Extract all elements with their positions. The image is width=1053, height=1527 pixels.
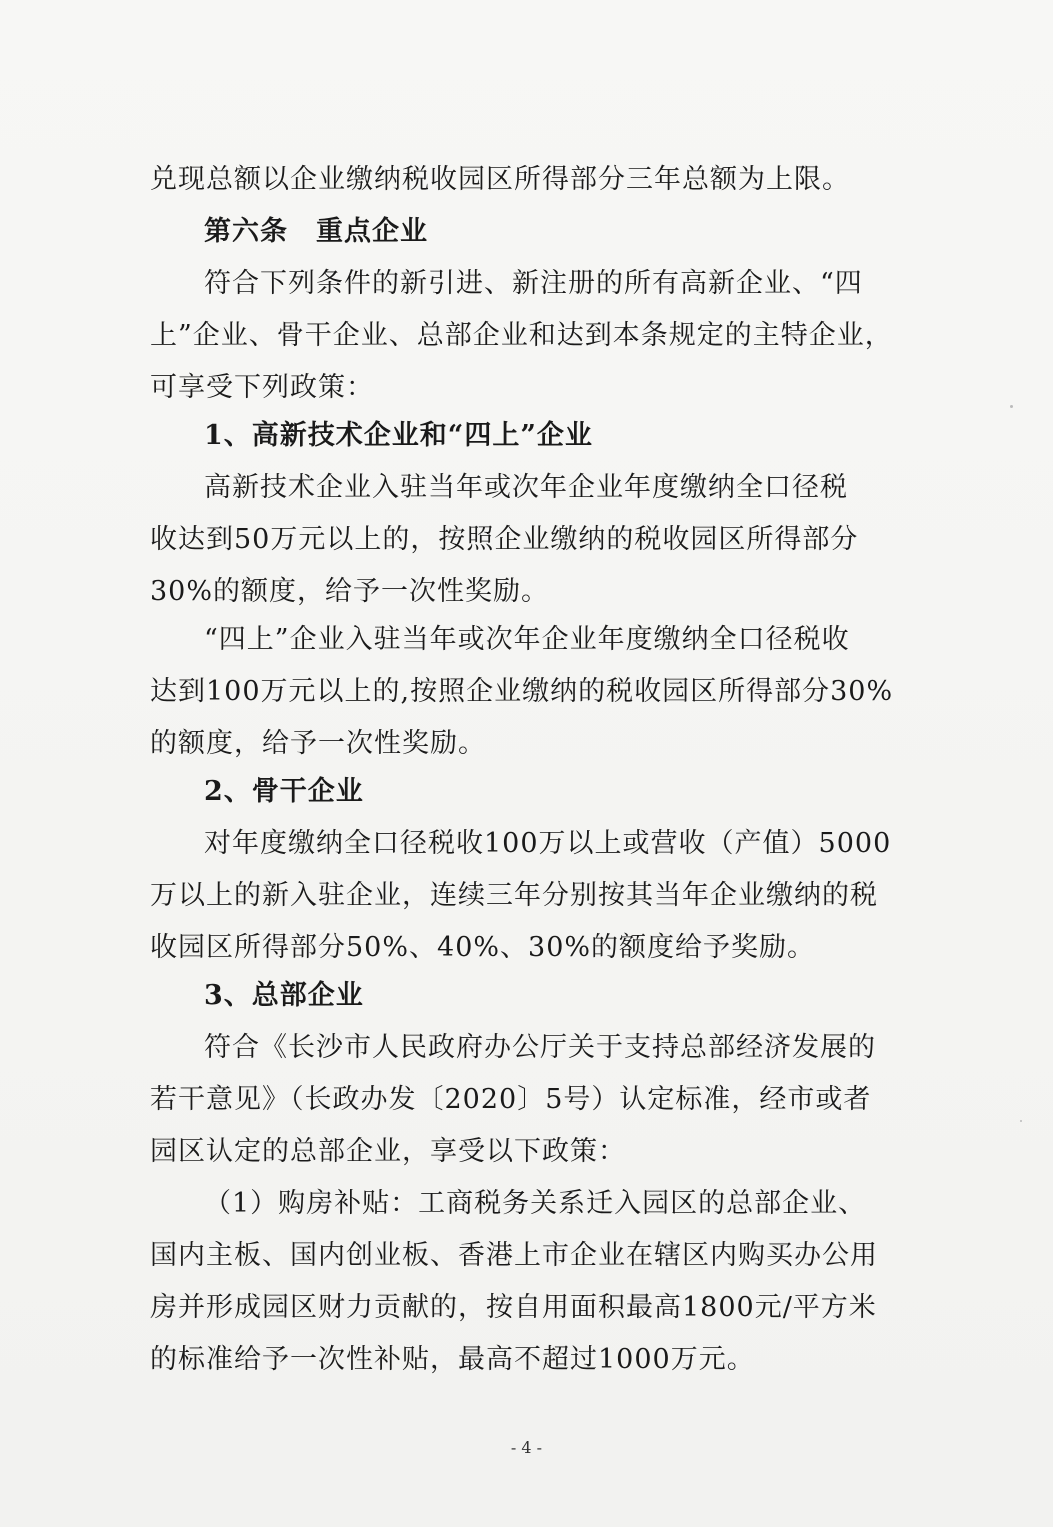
section-heading: 第六条 重点企业	[204, 216, 428, 247]
body-line: 达到100万元以上的,按照企业缴纳的税收园区所得部分30%	[150, 676, 894, 707]
body-line: 房并形成园区财力贡献的，按自用面积最高1800元/平方米	[150, 1292, 877, 1323]
body-line: 若干意见》（长政办发〔2020〕5号）认定标准，经市或者	[150, 1084, 872, 1115]
subsection-heading: 1、高新技术企业和“四上”企业	[204, 420, 593, 451]
body-line: “四上”企业入驻当年或次年企业年度缴纳全口径税收	[204, 624, 850, 655]
body-line: 可享受下列政策：	[150, 372, 374, 403]
page-number: - 4 -	[510, 1438, 543, 1457]
body-line: 收园区所得部分50%、40%、30%的额度给予奖励。	[150, 932, 816, 963]
subsection-heading: 2、骨干企业	[204, 776, 364, 807]
body-line: 符合《长沙市人民政府办公厅关于支持总部经济发展的	[204, 1032, 876, 1063]
body-line: 收达到50万元以上的，按照企业缴纳的税收园区所得部分	[150, 524, 859, 555]
body-line: 万以上的新入驻企业，连续三年分别按其当年企业缴纳的税	[150, 880, 878, 911]
scan-speck	[1020, 1120, 1022, 1122]
body-line: 的标准给予一次性补贴，最高不超过1000万元。	[150, 1344, 755, 1375]
body-line: 30%的额度，给予一次性奖励。	[150, 576, 550, 607]
body-line: 高新技术企业入驻当年或次年企业年度缴纳全口径税	[204, 472, 848, 503]
body-line: （1）购房补贴：工商税务关系迁入园区的总部企业、	[204, 1188, 867, 1219]
scan-speck	[1010, 405, 1013, 408]
body-line: 符合下列条件的新引进、新注册的所有高新企业、“四	[204, 268, 863, 299]
body-line: 的额度，给予一次性奖励。	[150, 728, 486, 759]
body-line: 对年度缴纳全口径税收100万以上或营收（产值）5000	[204, 828, 892, 859]
body-line: 兑现总额以企业缴纳税收园区所得部分三年总额为上限。	[150, 164, 850, 195]
body-line: 园区认定的总部企业，享受以下政策：	[150, 1136, 626, 1167]
body-line: 国内主板、国内创业板、香港上市企业在辖区内购买办公用	[150, 1240, 878, 1271]
subsection-heading: 3、总部企业	[204, 980, 364, 1011]
body-line: 上”企业、骨干企业、总部企业和达到本条规定的主特企业，	[150, 320, 893, 351]
